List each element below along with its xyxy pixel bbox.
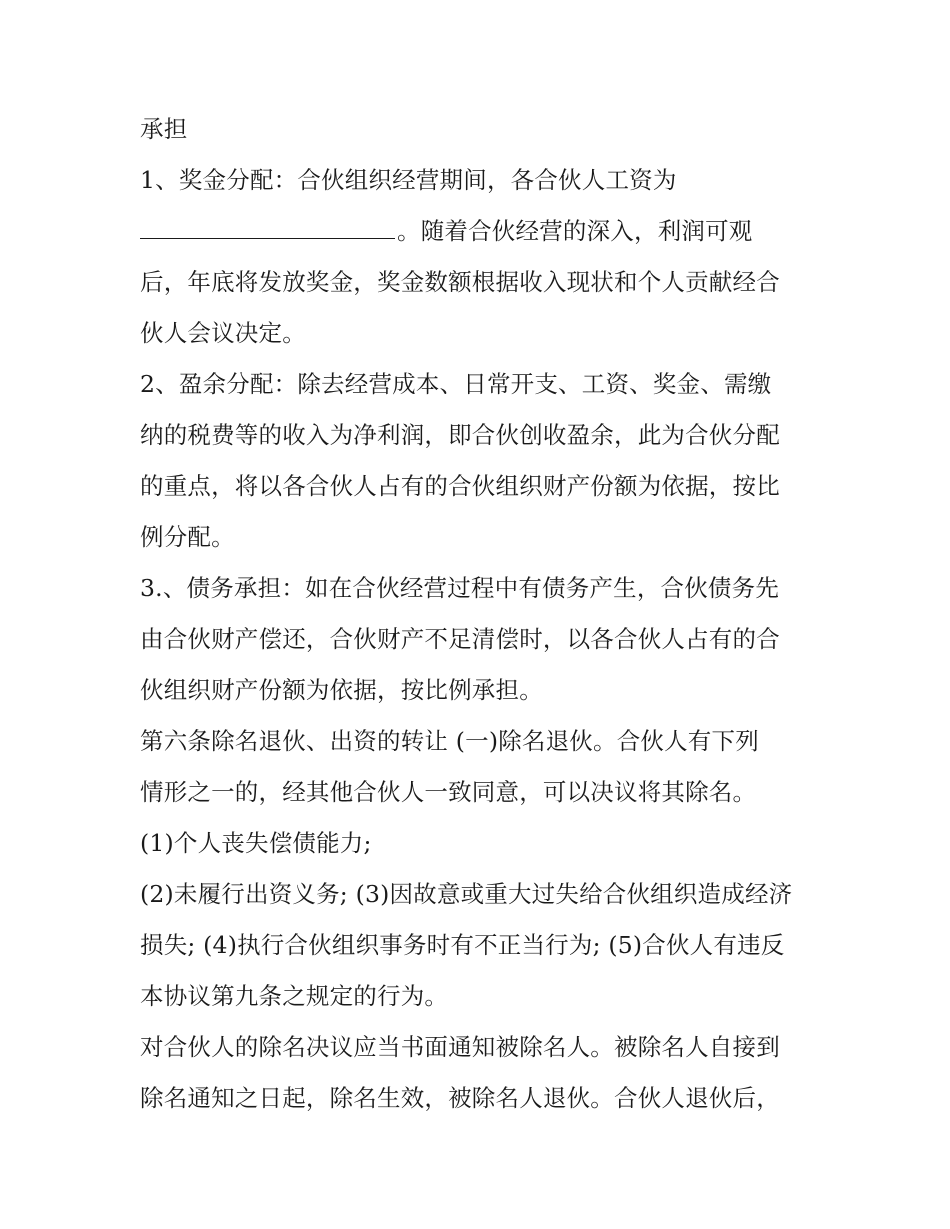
text-line: 3.、债务承担：如在合伙经营过程中有债务产生，合伙债务先 — [140, 574, 780, 602]
text-line-with-blank — [140, 206, 815, 257]
text-line: (2)未履行出资义务; (3)因故意或重大过失给合伙组织造成经济 — [140, 880, 793, 908]
text-line: 后，年底将发放奖金，奖金数额根据收入现状和个人贡献经合 — [140, 268, 780, 296]
text-line: 1、奖金分配：合伙组织经营期间，各合伙人工资为 — [140, 166, 677, 194]
text-line: 承担 — [140, 115, 188, 143]
text-line: 情形之一的，经其他合伙人一致同意，可以决议将其除名。 — [140, 778, 757, 806]
text-line: 纳的税费等的收入为净利润，即合伙创收盈余，此为合伙分配 — [140, 421, 780, 449]
fill-in-blank — [140, 208, 395, 239]
text-line: 对合伙人的除名决议应当书面通知被除名人。被除名人自接到 — [140, 1033, 780, 1061]
text-line: 2、盈余分配：除去经营成本、日常开支、工资、奖金、需缴 — [140, 370, 772, 398]
text-line: 除名通知之日起，除名生效，被除名人退伙。合伙人退伙后， — [140, 1084, 780, 1112]
document-page — [140, 104, 815, 1124]
text-line: 例分配。 — [140, 523, 235, 551]
text-line: 第六条除名退伙、出资的转让 (一)除名退伙。合伙人有下列 — [140, 727, 759, 755]
text-line: 的重点，将以各合伙人占有的合伙组织财产份额为依据，按比 — [140, 472, 780, 500]
text-line: 伙组织财产份额为依据，按比例承担。 — [140, 676, 543, 704]
text-line: (1)个人丧失偿债能力; — [140, 829, 372, 857]
text-line: 由合伙财产偿还，合伙财产不足清偿时，以各合伙人占有的合 — [140, 625, 780, 653]
text-line: 损失; (4)执行合伙组织事务时有不正当行为; (5)合伙人有违反 — [140, 931, 785, 959]
text-line: 本协议第九条之规定的行为。 — [140, 982, 449, 1010]
text-fragment: 。随着合伙经营的深入，利润可观 — [397, 217, 753, 245]
text-line: 伙人会议决定。 — [140, 319, 306, 347]
